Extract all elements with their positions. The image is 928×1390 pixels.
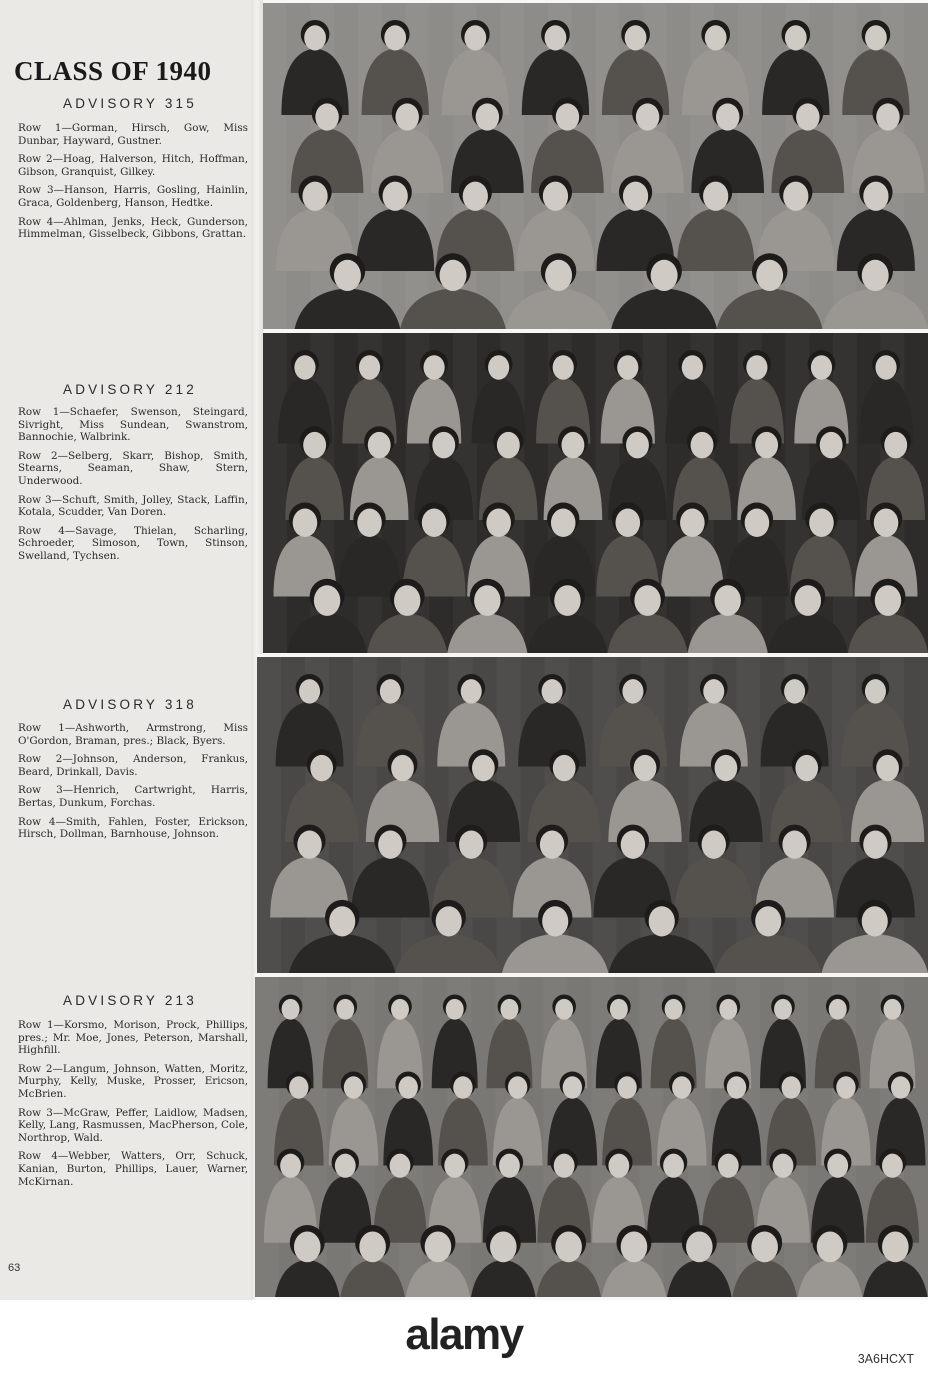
student-figure-face bbox=[782, 1076, 801, 1098]
row-2-names: Row 2—Langum, Johnson, Watten, Moritz, Murphy, Kelly, Muske, Prosser, Ericson, McBrien. bbox=[18, 1062, 248, 1100]
student-figure-face bbox=[310, 755, 333, 781]
student-figure-face bbox=[395, 103, 418, 130]
student-figure-face bbox=[368, 432, 391, 458]
student-figure-face bbox=[497, 432, 520, 458]
student-figure-face bbox=[665, 999, 683, 1020]
student-figure-face bbox=[663, 1154, 684, 1178]
advisory-213-heading: ADVISORY 213 bbox=[63, 993, 197, 1008]
student-figure-face bbox=[391, 999, 409, 1020]
student-figure-face bbox=[432, 432, 455, 458]
student-figure-face bbox=[682, 355, 703, 380]
student-figure-face bbox=[334, 260, 361, 291]
student-figure-face bbox=[755, 432, 778, 458]
advisory-213-photo bbox=[255, 974, 928, 1300]
student-figure-face bbox=[718, 1154, 739, 1178]
student-figure-face bbox=[621, 831, 645, 859]
student-figure-face bbox=[774, 999, 792, 1020]
student-figure-face bbox=[380, 679, 401, 703]
student-figure-face bbox=[795, 585, 821, 616]
advisory-213-rows bbox=[18, 1019, 248, 1194]
student-figure-face bbox=[714, 585, 740, 616]
student-figure-face bbox=[554, 1154, 575, 1178]
student-figure-face bbox=[636, 103, 659, 130]
group-photo-212 bbox=[263, 333, 928, 653]
page-number: 63 bbox=[8, 1262, 21, 1274]
student-figure-face bbox=[508, 1076, 527, 1098]
student-figure-face bbox=[891, 1076, 910, 1098]
student-figure-face bbox=[622, 679, 643, 703]
student-figure-face bbox=[463, 182, 488, 211]
student-figure-face bbox=[553, 755, 576, 781]
curtain-fold bbox=[257, 657, 281, 973]
student-figure-face bbox=[314, 585, 340, 616]
student-figure-face bbox=[784, 679, 805, 703]
student-figure-face bbox=[745, 509, 770, 537]
student-figure-face bbox=[378, 831, 402, 859]
student-figure-face bbox=[335, 1154, 356, 1178]
student-figure-face bbox=[691, 432, 714, 458]
brand-logo: alamy bbox=[405, 1310, 523, 1359]
student-figure-face bbox=[876, 755, 899, 781]
student-figure-face bbox=[359, 355, 380, 380]
student-figure-face bbox=[705, 25, 727, 50]
student-figure-face bbox=[672, 1076, 691, 1098]
row-1-names: Row 1—Korsmo, Morison, Prock, Phillips, pres.; Mr. Moe, Jones, Peterson, Marshall, Highfill. bbox=[18, 1019, 248, 1057]
student-figure-face bbox=[716, 103, 739, 130]
student-figure-face bbox=[344, 1076, 363, 1098]
row-1-names: Row 1—Ashworth, Armstrong, Miss O'Gordon, Braman, pres.; Black, Byers. bbox=[18, 722, 248, 747]
student-figure-face bbox=[453, 1076, 472, 1098]
student-figure-face bbox=[783, 182, 808, 211]
student-figure-face bbox=[486, 509, 511, 537]
student-figure-face bbox=[304, 25, 326, 50]
student-figure-face bbox=[299, 679, 320, 703]
student-figure-face bbox=[315, 103, 338, 130]
curtain-fold bbox=[263, 3, 287, 329]
student-figure-face bbox=[399, 1076, 418, 1098]
row-2-names: Row 2—Hoag, Halverson, Hitch, Hoffman, Gibson, Granquist, Gilkey. bbox=[18, 153, 248, 178]
student-figure-face bbox=[796, 103, 819, 130]
student-figure-face bbox=[383, 182, 408, 211]
curtain-fold bbox=[263, 333, 287, 653]
student-figure-face bbox=[303, 432, 326, 458]
advisory-318-photo bbox=[257, 654, 928, 976]
row-4-names: Row 4—Webber, Watters, Orr, Schuck, Kanian, Burton, Phillips, Lauer, Warner, McKirnan. bbox=[18, 1150, 248, 1188]
student-figure-face bbox=[623, 182, 648, 211]
student-figure-face bbox=[459, 831, 483, 859]
student-figure-face bbox=[608, 1154, 629, 1178]
student-figure-face bbox=[634, 585, 660, 616]
student-figure-face bbox=[302, 182, 327, 211]
student-figure-face bbox=[329, 906, 355, 936]
student-figure-face bbox=[755, 906, 781, 936]
student-figure-face bbox=[282, 999, 300, 1020]
student-figure-face bbox=[294, 1232, 321, 1263]
student-figure-face bbox=[773, 1154, 794, 1178]
student-figure-face bbox=[719, 999, 737, 1020]
student-figure-face bbox=[883, 999, 901, 1020]
student-figure-face bbox=[862, 260, 889, 291]
student-figure-face bbox=[785, 25, 807, 50]
student-figure-face bbox=[863, 831, 887, 859]
student-figure-face bbox=[357, 509, 382, 537]
student-figure-face bbox=[540, 831, 564, 859]
student-figure-face bbox=[817, 1232, 844, 1263]
student-figure-face bbox=[634, 755, 657, 781]
stock-image-id: 3A6HCXT bbox=[857, 1352, 914, 1366]
student-figure-face bbox=[865, 25, 887, 50]
student-figure-face bbox=[829, 999, 847, 1020]
student-figure-face bbox=[472, 755, 495, 781]
student-figure-face bbox=[836, 1076, 855, 1098]
student-figure-face bbox=[680, 509, 705, 537]
student-figure-face bbox=[500, 999, 518, 1020]
student-figure-face bbox=[293, 509, 318, 537]
student-figure-face bbox=[464, 25, 486, 50]
student-figure-face bbox=[440, 260, 467, 291]
student-figure-face bbox=[621, 1232, 648, 1263]
student-figure-face bbox=[499, 1154, 520, 1178]
student-figure-face bbox=[561, 432, 584, 458]
row-1-names: Row 1—Gorman, Hirsch, Gow, Miss Dunbar, Hayward, Gustner. bbox=[18, 122, 248, 147]
student-figure-face bbox=[542, 906, 568, 936]
row-4-names: Row 4—Savage, Thielan, Scharling, Schroeder, Simoson, Town, Stinson, Swelland, Tychsen. bbox=[18, 524, 248, 562]
student-figure-face bbox=[795, 755, 818, 781]
student-figure-face bbox=[751, 1232, 778, 1263]
student-figure-face bbox=[874, 509, 899, 537]
student-figure-face bbox=[727, 1076, 746, 1098]
student-figure-face bbox=[610, 999, 628, 1020]
page-title: CLASS OF 1940 bbox=[14, 56, 212, 86]
row-3-names: Row 3—Hanson, Harris, Gosling, Hainlin, Graca, Goldenberg, Hanson, Hedtke. bbox=[18, 184, 248, 209]
student-figure-face bbox=[756, 260, 783, 291]
student-figure-face bbox=[297, 831, 321, 859]
student-figure-face bbox=[542, 679, 563, 703]
student-figure-face bbox=[702, 831, 726, 859]
student-figure-face bbox=[422, 509, 447, 537]
student-figure-face bbox=[827, 1154, 848, 1178]
student-figure-face bbox=[884, 432, 907, 458]
advisory-315-heading: ADVISORY 315 bbox=[63, 96, 197, 111]
student-figure-face bbox=[554, 585, 580, 616]
student-figure-face bbox=[746, 355, 767, 380]
student-figure-face bbox=[336, 999, 354, 1020]
row-3-names: Row 3—Schuft, Smith, Jolley, Stack, Laffin, Kotala, Scudder, Van Doren. bbox=[18, 493, 248, 519]
student-figure-face bbox=[703, 182, 728, 211]
student-figure-face bbox=[461, 679, 482, 703]
student-figure-face bbox=[617, 1076, 636, 1098]
student-figure-face bbox=[649, 906, 675, 936]
group-photo-318 bbox=[257, 657, 928, 973]
student-figure-face bbox=[294, 355, 315, 380]
row-1-names: Row 1—Schaefer, Swenson, Steingard, Sivright, Miss Sundean, Swanstrom, Bannochie, Walbrink. bbox=[18, 406, 248, 444]
student-figure-face bbox=[551, 509, 576, 537]
advisory-318-heading: ADVISORY 318 bbox=[63, 697, 197, 712]
student-figure-face bbox=[280, 1154, 301, 1178]
row-4-names: Row 4—Smith, Fahlen, Foster, Erickson, Hirsch, Dollman, Barnhouse, Johnson. bbox=[18, 815, 248, 841]
student-figure-face bbox=[490, 1232, 517, 1263]
group-photo-213 bbox=[255, 977, 928, 1300]
student-figure-face bbox=[686, 1232, 713, 1263]
student-figure-face bbox=[715, 755, 738, 781]
student-figure-face bbox=[782, 831, 806, 859]
student-figure-face bbox=[626, 432, 649, 458]
student-figure-face bbox=[555, 999, 573, 1020]
student-figure-face bbox=[651, 260, 678, 291]
student-figure-face bbox=[488, 355, 509, 380]
student-figure-face bbox=[811, 355, 832, 380]
row-3-names: Row 3—McGraw, Peffer, Laidlow, Madsen, Kelly, Lang, Rasmussen, MacPherson, Cole, Northrop, Wald. bbox=[18, 1106, 248, 1144]
student-figure-face bbox=[615, 509, 640, 537]
group-photo-315 bbox=[263, 3, 928, 329]
student-figure-face bbox=[703, 679, 724, 703]
student-figure-face bbox=[545, 260, 572, 291]
advisory-212-photo bbox=[263, 330, 928, 656]
advisory-212-rows bbox=[18, 406, 248, 569]
student-figure-face bbox=[543, 182, 568, 211]
student-figure-face bbox=[391, 755, 414, 781]
row-2-names: Row 2—Johnson, Anderson, Frankus, Beard, Drinkall, Davis. bbox=[18, 753, 248, 778]
student-figure-face bbox=[436, 906, 462, 936]
row-3-names: Row 3—Henrich, Cartwright, Harris, Bertas, Dunkum, Forchas. bbox=[18, 784, 248, 809]
advisory-315-rows bbox=[18, 122, 248, 247]
student-figure-face bbox=[863, 182, 888, 211]
student-figure-face bbox=[876, 103, 899, 130]
row-2-names: Row 2—Selberg, Skarr, Bishop, Smith, Stearns, Seaman, Shaw, Stern, Underwood. bbox=[18, 449, 248, 487]
advisory-318-rows bbox=[18, 722, 248, 847]
student-figure-face bbox=[446, 999, 464, 1020]
student-figure-face bbox=[425, 1232, 452, 1263]
student-figure-face bbox=[384, 25, 406, 50]
student-figure-face bbox=[545, 25, 567, 50]
advisory-212-heading: ADVISORY 212 bbox=[63, 382, 197, 397]
student-figure-face bbox=[875, 585, 901, 616]
student-figure-face bbox=[359, 1232, 386, 1263]
student-figure-face bbox=[875, 355, 896, 380]
student-figure-face bbox=[820, 432, 843, 458]
student-figure-face bbox=[476, 103, 499, 130]
row-4-names: Row 4—Ahlman, Jenks, Heck, Gunderson, Himmelman, Gisselbeck, Gibbons, Grattan. bbox=[18, 215, 248, 241]
student-figure-face bbox=[289, 1076, 308, 1098]
student-figure-face bbox=[394, 585, 420, 616]
student-figure-face bbox=[424, 355, 445, 380]
student-figure-face bbox=[865, 679, 886, 703]
student-figure-face bbox=[390, 1154, 411, 1178]
student-figure-face bbox=[809, 509, 834, 537]
student-figure-face bbox=[474, 585, 500, 616]
student-figure-face bbox=[556, 103, 579, 130]
student-figure-face bbox=[617, 355, 638, 380]
student-figure-face bbox=[555, 1232, 582, 1263]
student-figure-face bbox=[882, 1154, 903, 1178]
student-figure-face bbox=[862, 906, 888, 936]
student-figure-face bbox=[563, 1076, 582, 1098]
student-figure-face bbox=[882, 1232, 909, 1263]
advisory-315-photo bbox=[263, 0, 928, 332]
student-figure-face bbox=[625, 25, 647, 50]
student-figure-face bbox=[444, 1154, 465, 1178]
student-figure-face bbox=[553, 355, 574, 380]
